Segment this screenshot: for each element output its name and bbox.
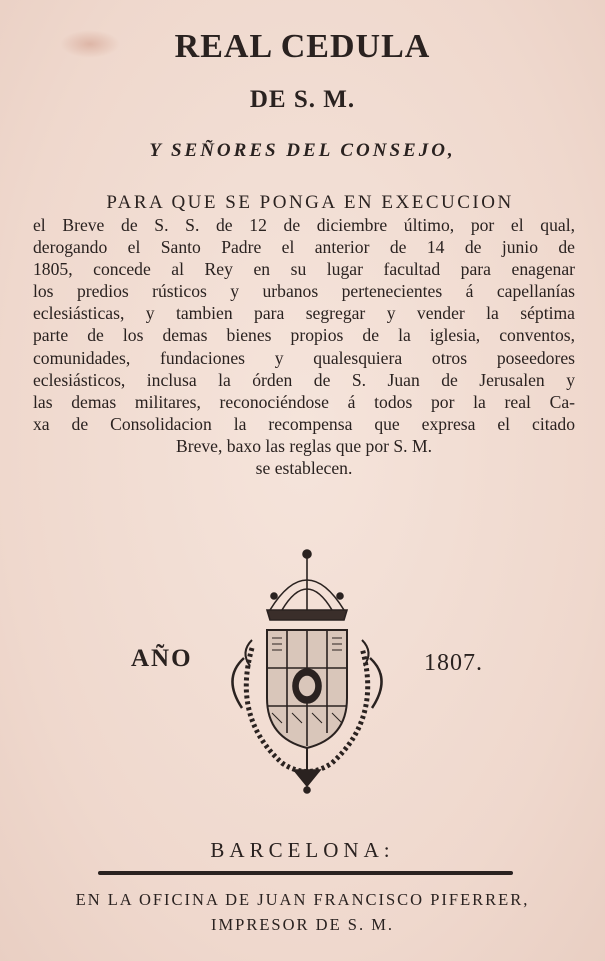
body-line: se establecen.	[255, 458, 353, 479]
body-line: 1805, concede al Rey en su lugar facultad para enagenar	[33, 259, 575, 280]
body-line: las demas militares, reconociéndose á todos por la real Ca-	[33, 391, 575, 412]
body-paragraph	[33, 214, 575, 479]
body-line: derogando el Santo Padre el anterior de 14 de junio de	[33, 237, 575, 258]
document-title: REAL CEDULA	[174, 28, 431, 65]
body-line: xa de Consolidacion la recompensa que expresa el citado	[33, 413, 575, 434]
printer-line-2: IMPRESOR DE S. M.	[211, 915, 394, 934]
year-label: AÑO	[131, 645, 193, 672]
document-subtitle: DE S. M.	[249, 86, 356, 113]
printer-line-1: EN LA OFICINA DE JUAN FRANCISCO PIFERRER,	[75, 890, 530, 909]
purpose-heading: PARA QUE SE PONGA EN EXECUCION	[106, 192, 514, 213]
year-value: 1807.	[424, 650, 483, 676]
council-line: Y SEÑORES DEL CONSEJO,	[149, 140, 456, 161]
city-line: BARCELONA:	[210, 838, 395, 862]
body-line: Breve, baxo las reglas que por S. M.	[175, 435, 433, 456]
divider-rule	[98, 871, 513, 875]
body-line: parte de los demas bienes propios de la iglesia, conventos,	[33, 325, 575, 346]
royal-coat-of-arms-icon	[222, 548, 392, 794]
body-line: comunidades, fundaciones y qualesquiera otros poseedores	[33, 347, 575, 368]
body-line: el Breve de S. S. de 12 de diciembre último, por el qual,	[33, 215, 575, 235]
body-line: eclesiásticas, y tambien para segregar y vender la séptima	[33, 303, 575, 324]
body-line: los predios rústicos y urbanos pertenecientes á capellanías	[33, 281, 575, 302]
body-line: eclesiásticos, inclusa la órden de S. Juan de Jerusalen y	[33, 369, 575, 390]
